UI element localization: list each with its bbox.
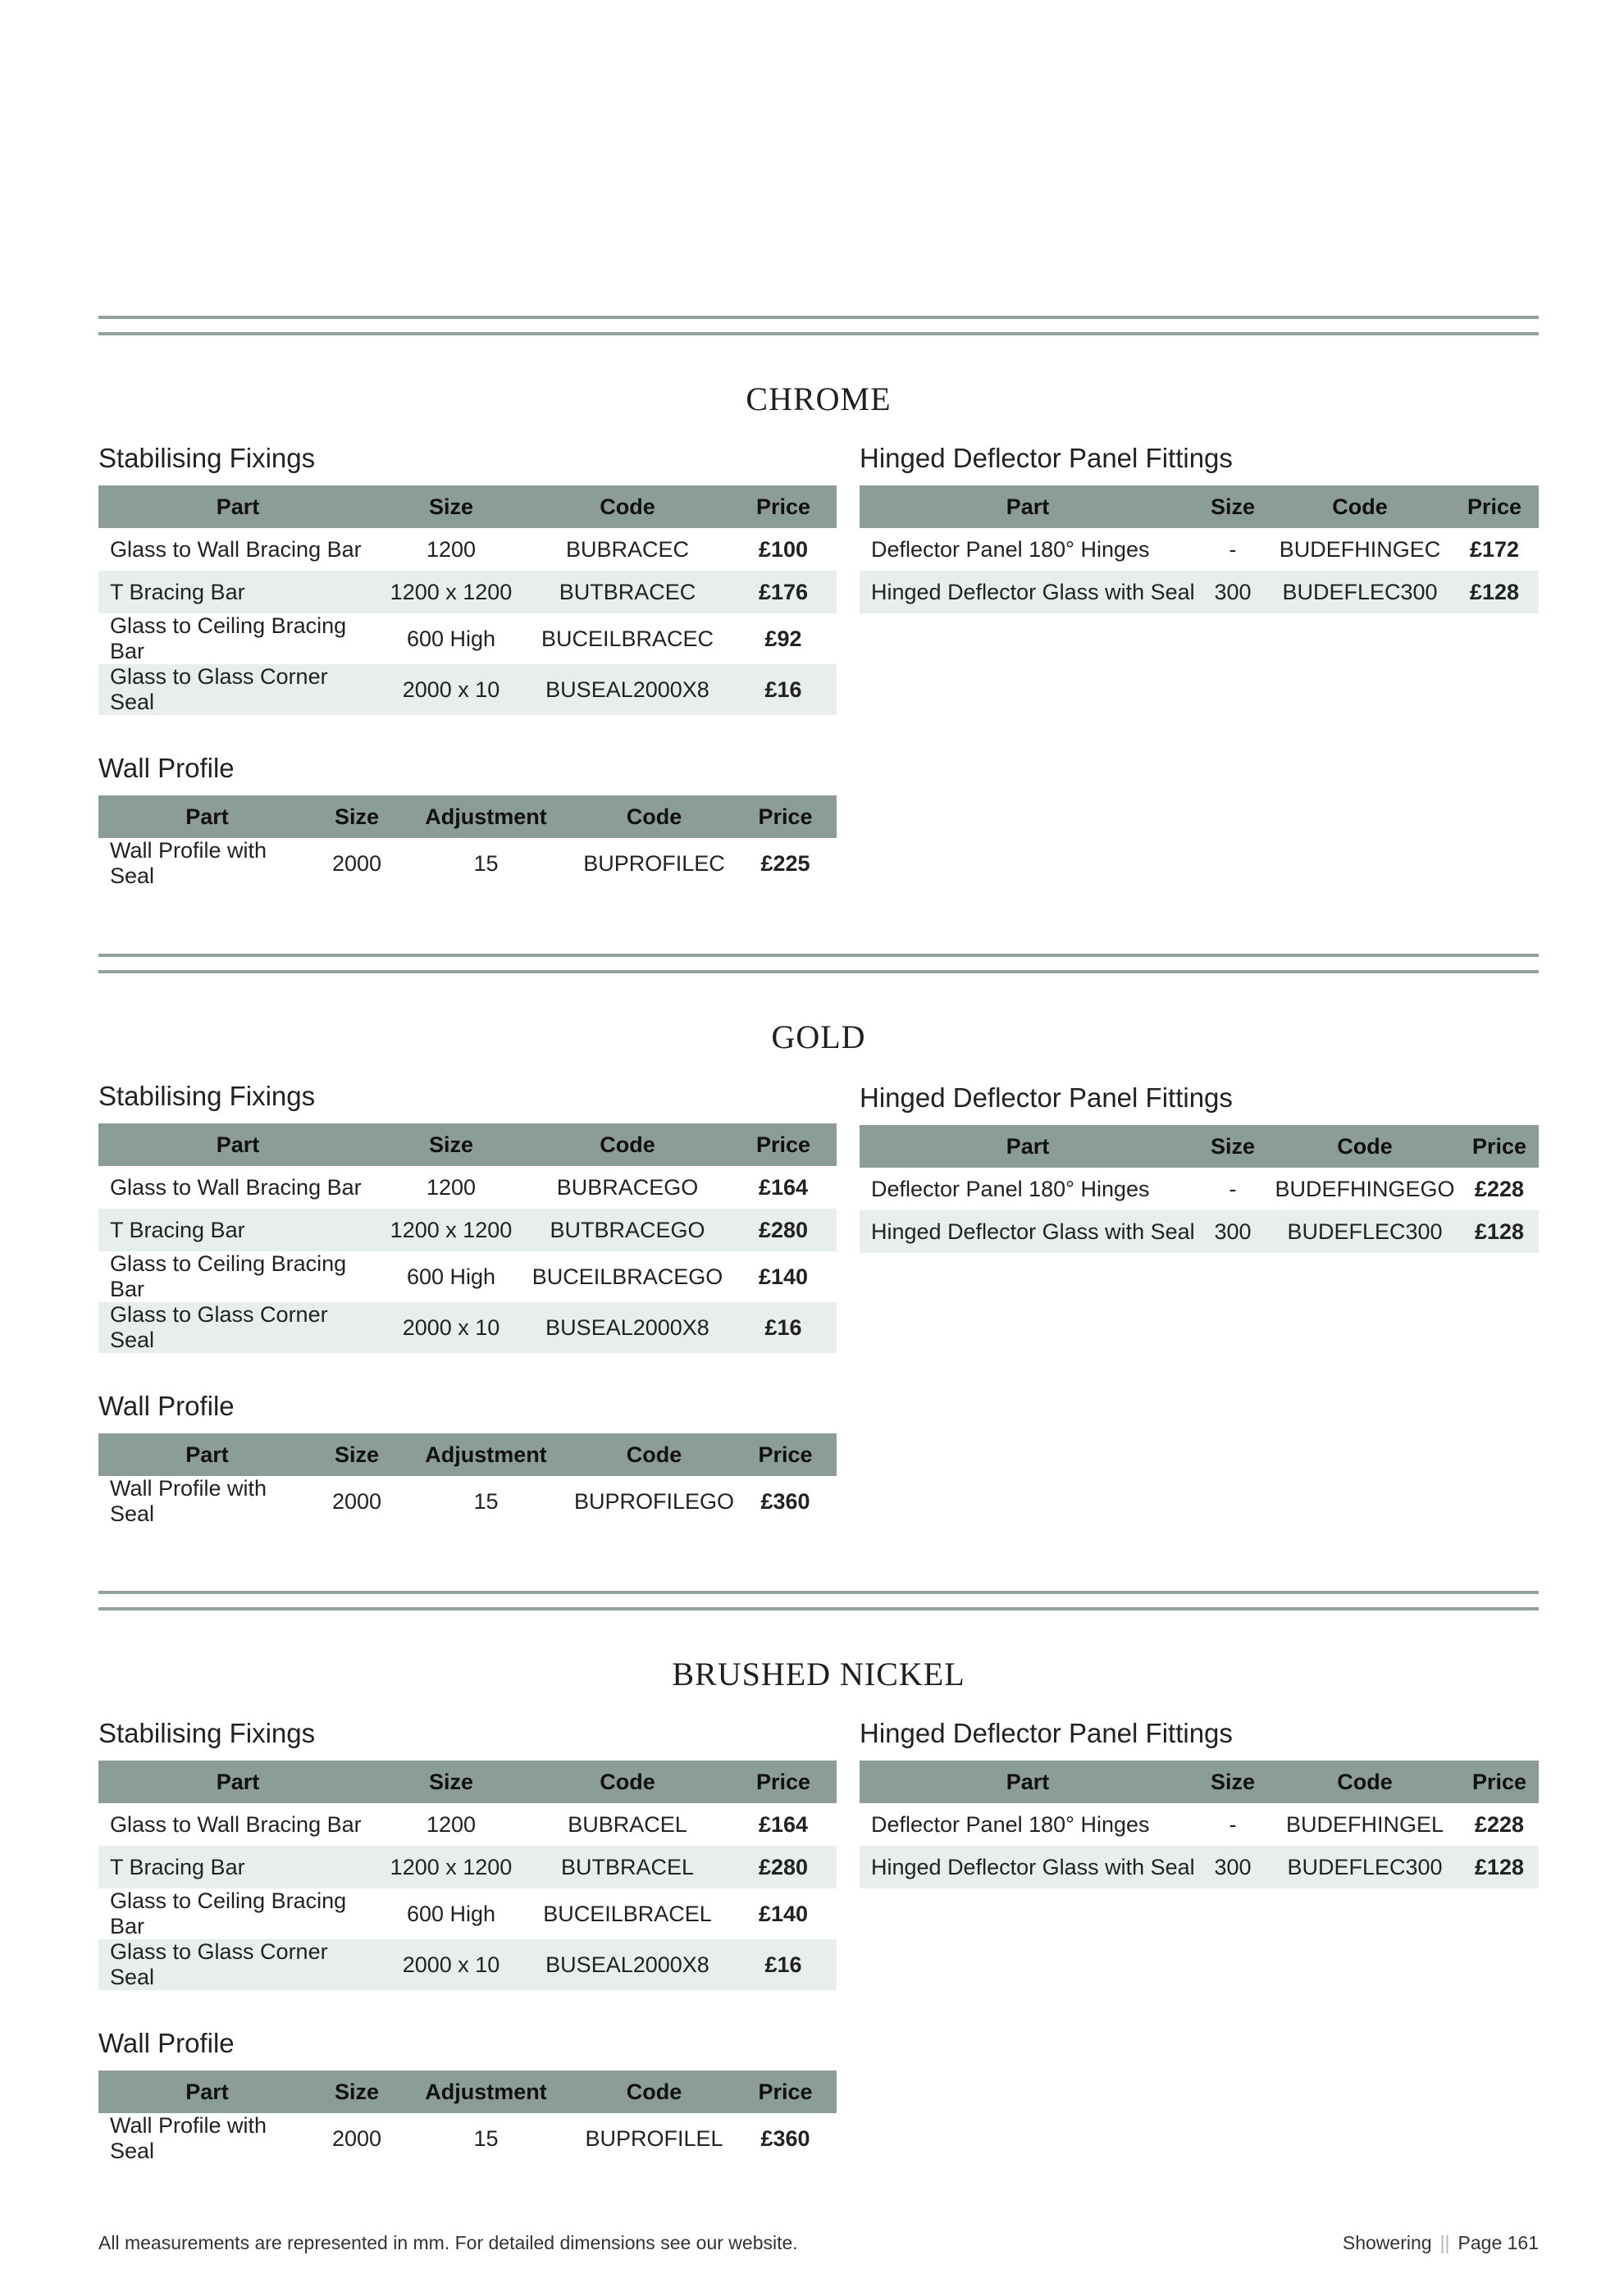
size-cell: 1200 x 1200 [377, 1209, 525, 1251]
price-cell: £280 [730, 1846, 837, 1888]
column-header: Part [98, 2070, 316, 2113]
size-cell: 1200 [426, 1811, 477, 1837]
stabilising-fixings-table [98, 1123, 837, 1353]
column-header: Size [377, 485, 525, 528]
table-row [98, 1209, 837, 1251]
table-row [98, 571, 837, 613]
price-cell: £128 [1460, 1210, 1539, 1253]
column-header: Price [734, 1433, 837, 1476]
price-cell: £360 [760, 2125, 810, 2151]
code-cell: BUDEFLEC300 [1270, 571, 1450, 613]
part-cell: Glass to Glass Corner Seal [98, 664, 377, 715]
section-title: CHROME [746, 380, 892, 417]
footer-separator: || [1439, 2232, 1450, 2253]
column-header: Part [860, 485, 1196, 528]
size-cell: 600 High [406, 1901, 496, 1926]
part-cell: Wall Profile with Seal [110, 838, 267, 888]
price-cell: £172 [1469, 536, 1520, 562]
code-cell: BUDEFHINGEC [1279, 536, 1441, 562]
table-row [98, 2113, 837, 2164]
stabilising-fixings-table [98, 1761, 837, 1990]
footer-section-name: Showering [1342, 2232, 1432, 2253]
finish-section-brushed-nickel [98, 1591, 1539, 2214]
column-header: Price [730, 1761, 837, 1803]
column-header: Size [1196, 485, 1270, 528]
block-title: Hinged Deflector Panel Fittings [860, 1082, 1233, 1113]
stabilising-fixings-block [98, 443, 837, 715]
size-cell: 2000 [331, 1488, 382, 1514]
wall-profile-table [98, 795, 837, 889]
size-cell: 1200 x 1200 [377, 1846, 525, 1888]
code-cell: BUPROFILEC [583, 850, 725, 876]
price-cell: £16 [730, 664, 837, 715]
part-cell: Glass to Glass Corner Seal [98, 1302, 377, 1353]
price-cell: £225 [760, 850, 810, 876]
price-cell: £164 [758, 1174, 809, 1200]
table-header-row [98, 485, 837, 528]
price-cell: £92 [764, 626, 802, 651]
code-cell: BUSEAL2000X8 [525, 664, 730, 715]
section-divider [98, 316, 1539, 319]
table-header-row [98, 1433, 837, 1476]
part-cell: Deflector Panel 180° Hinges [871, 536, 1150, 562]
size-cell: 1200 [426, 536, 477, 562]
column-header: Code [525, 1761, 730, 1803]
table-row [98, 1302, 837, 1353]
column-header: Adjustment [398, 1433, 574, 1476]
finish-section-gold [98, 954, 1539, 1577]
size-cell: 1200 [426, 1174, 477, 1200]
code-cell: BUPROFILEL [585, 2125, 723, 2151]
table-row [98, 613, 837, 664]
stabilising-fixings-block [98, 1081, 837, 1353]
part-cell: Deflector Panel 180° Hinges [871, 1811, 1150, 1837]
column-header: Code [1270, 485, 1450, 528]
size-cell: 2000 [331, 850, 382, 876]
part-cell: Hinged Deflector Glass with Seal [860, 571, 1196, 613]
code-cell: BUDEFHINGEGO [1275, 1176, 1455, 1201]
table-row [98, 1803, 837, 1846]
column-header: Adjustment [398, 795, 574, 838]
column-header: Code [525, 1123, 730, 1166]
size-cell: 300 [1196, 1846, 1270, 1888]
part-cell: Hinged Deflector Glass with Seal [860, 1210, 1196, 1253]
column-header: Price [734, 2070, 837, 2113]
wall-profile-table [98, 2070, 837, 2164]
code-cell: BUTBRACEL [525, 1846, 730, 1888]
column-header: Price [1460, 1125, 1539, 1168]
part-cell: Glass to Wall Bracing Bar [110, 1174, 362, 1200]
part-cell: Hinged Deflector Glass with Seal [860, 1846, 1196, 1888]
section-title: GOLD [771, 1018, 866, 1055]
size-cell: 300 [1196, 1210, 1270, 1253]
adjustment-cell: 15 [473, 2125, 499, 2151]
adjustment-cell: 15 [473, 850, 499, 876]
code-cell: BUPROFILEGO [574, 1488, 735, 1514]
column-header: Size [1196, 1761, 1270, 1803]
part-cell: Wall Profile with Seal [110, 1476, 267, 1526]
part-cell: Deflector Panel 180° Hinges [871, 1176, 1150, 1201]
section-divider [98, 1591, 1539, 1594]
code-cell: BUBRACEGO [556, 1174, 699, 1200]
table-row [98, 1166, 837, 1209]
footer-note: All measurements are represented in mm. For detailed dimensions see our website. [98, 2232, 798, 2253]
size-cell: 1200 x 1200 [377, 571, 525, 613]
table-row [98, 664, 837, 715]
table-header-row [860, 1761, 1539, 1803]
section-divider [98, 1607, 1539, 1610]
column-header: Part [98, 795, 316, 838]
size-cell: 2000 [331, 2125, 382, 2151]
size-cell: 300 [1196, 571, 1270, 613]
part-cell: Glass to Wall Bracing Bar [110, 1811, 362, 1837]
column-header: Part [98, 1761, 377, 1803]
finish-section-chrome [98, 316, 1539, 939]
code-cell: BUCEILBRACEGO [531, 1264, 723, 1289]
part-cell: T Bracing Bar [98, 571, 377, 613]
table-row [860, 1210, 1539, 1253]
column-header: Price [1450, 485, 1539, 528]
price-cell: £176 [730, 571, 837, 613]
table-row [860, 1803, 1539, 1846]
column-header: Size [377, 1123, 525, 1166]
code-cell: BUTBRACEC [525, 571, 730, 613]
column-header: Size [316, 795, 398, 838]
table-row [98, 528, 837, 571]
block-title: Wall Profile [98, 2028, 235, 2058]
part-cell: Glass to Ceiling Bracing Bar [110, 1251, 347, 1301]
price-cell: £16 [730, 1302, 837, 1353]
price-cell: £228 [1474, 1176, 1525, 1201]
column-header: Part [98, 1433, 316, 1476]
section-divider [98, 970, 1539, 973]
hinged-deflector-table [860, 1125, 1539, 1253]
table-row [98, 1251, 837, 1302]
column-header: Size [316, 2070, 398, 2113]
hinged-deflector-table [860, 485, 1539, 613]
adjustment-cell: 15 [473, 1488, 499, 1514]
hinged-deflector-block [860, 1082, 1539, 1253]
part-cell: Wall Profile with Seal [110, 2113, 267, 2163]
hinged-deflector-table [860, 1761, 1539, 1888]
price-cell: £16 [730, 1939, 837, 1990]
table-row [98, 1476, 837, 1527]
block-title: Stabilising Fixings [98, 1718, 316, 1748]
size-cell: - [1229, 536, 1237, 562]
block-title: Wall Profile [98, 1391, 235, 1421]
section-title: BRUSHED NICKEL [672, 1656, 965, 1692]
column-header: Price [730, 485, 837, 528]
code-cell: BUTBRACEGO [525, 1209, 730, 1251]
column-header: Part [98, 1123, 377, 1166]
price-cell: £360 [760, 1488, 810, 1514]
hinged-deflector-block [860, 443, 1539, 613]
block-title: Hinged Deflector Panel Fittings [860, 1718, 1233, 1748]
size-cell: 2000 x 10 [377, 664, 525, 715]
table-row [860, 1846, 1539, 1888]
table-header-row [98, 1123, 837, 1166]
part-cell: Glass to Ceiling Bracing Bar [110, 1888, 347, 1938]
price-cell: £164 [758, 1811, 809, 1837]
part-cell: Glass to Glass Corner Seal [98, 1939, 377, 1990]
price-cell: £280 [730, 1209, 837, 1251]
table-row [860, 1168, 1539, 1210]
table-header-row [98, 795, 837, 838]
part-cell: Glass to Wall Bracing Bar [110, 536, 362, 562]
column-header: Code [574, 2070, 734, 2113]
block-title: Wall Profile [98, 753, 235, 783]
page-number: Page 161 [1457, 2232, 1539, 2253]
block-title: Hinged Deflector Panel Fittings [860, 443, 1233, 473]
column-header: Size [1196, 1125, 1270, 1168]
code-cell: BUBRACEC [565, 536, 690, 562]
column-header: Code [574, 1433, 734, 1476]
block-title: Stabilising Fixings [98, 1081, 316, 1111]
stabilising-fixings-block [98, 1718, 837, 1990]
wall-profile-block [98, 2028, 837, 2164]
column-header: Code [574, 795, 734, 838]
size-cell: 2000 x 10 [377, 1302, 525, 1353]
size-cell: - [1229, 1811, 1237, 1837]
column-header: Part [860, 1761, 1196, 1803]
table-row [98, 1888, 837, 1939]
price-cell: £228 [1474, 1811, 1525, 1837]
wall-profile-block [98, 753, 837, 889]
block-title: Stabilising Fixings [98, 443, 316, 473]
column-header: Part [98, 485, 377, 528]
size-cell: - [1229, 1176, 1237, 1201]
column-header: Code [525, 485, 730, 528]
code-cell: BUBRACEL [568, 1811, 687, 1837]
table-header-row [98, 1761, 837, 1803]
code-cell: BUCEILBRACEL [543, 1901, 712, 1926]
code-cell: BUCEILBRACEC [541, 626, 714, 651]
part-cell: T Bracing Bar [98, 1209, 377, 1251]
table-row [98, 1846, 837, 1888]
price-cell: £140 [758, 1901, 809, 1926]
column-header: Code [1270, 1125, 1460, 1168]
code-cell: BUDEFLEC300 [1270, 1846, 1460, 1888]
size-cell: 2000 x 10 [377, 1939, 525, 1990]
table-row [860, 571, 1539, 613]
table-row [98, 1939, 837, 1990]
column-header: Price [730, 1123, 837, 1166]
part-cell: Glass to Ceiling Bracing Bar [110, 613, 347, 663]
section-divider [98, 954, 1539, 957]
section-divider [98, 332, 1539, 335]
wall-profile-block [98, 1391, 837, 1527]
column-header: Price [734, 795, 837, 838]
column-header: Size [377, 1761, 525, 1803]
table-row [98, 838, 837, 889]
size-cell: 600 High [406, 626, 496, 651]
code-cell: BUDEFHINGEL [1285, 1811, 1444, 1837]
code-cell: BUSEAL2000X8 [525, 1302, 730, 1353]
stabilising-fixings-table [98, 485, 837, 715]
part-cell: T Bracing Bar [98, 1846, 377, 1888]
column-header: Code [1270, 1761, 1460, 1803]
footer-page-info [1343, 2232, 1539, 2254]
column-header: Adjustment [398, 2070, 574, 2113]
column-header: Price [1460, 1761, 1539, 1803]
code-cell: BUDEFLEC300 [1270, 1210, 1460, 1253]
wall-profile-table [98, 1433, 837, 1527]
size-cell: 600 High [406, 1264, 496, 1289]
price-cell: £128 [1460, 1846, 1539, 1888]
table-row [860, 528, 1539, 571]
price-cell: £100 [758, 536, 809, 562]
price-cell: £140 [758, 1264, 809, 1289]
price-cell: £128 [1450, 571, 1539, 613]
column-header: Part [860, 1125, 1196, 1168]
table-header-row [860, 485, 1539, 528]
table-header-row [860, 1125, 1539, 1168]
hinged-deflector-block [860, 1718, 1539, 1888]
column-header: Size [316, 1433, 398, 1476]
table-header-row [98, 2070, 837, 2113]
code-cell: BUSEAL2000X8 [525, 1939, 730, 1990]
